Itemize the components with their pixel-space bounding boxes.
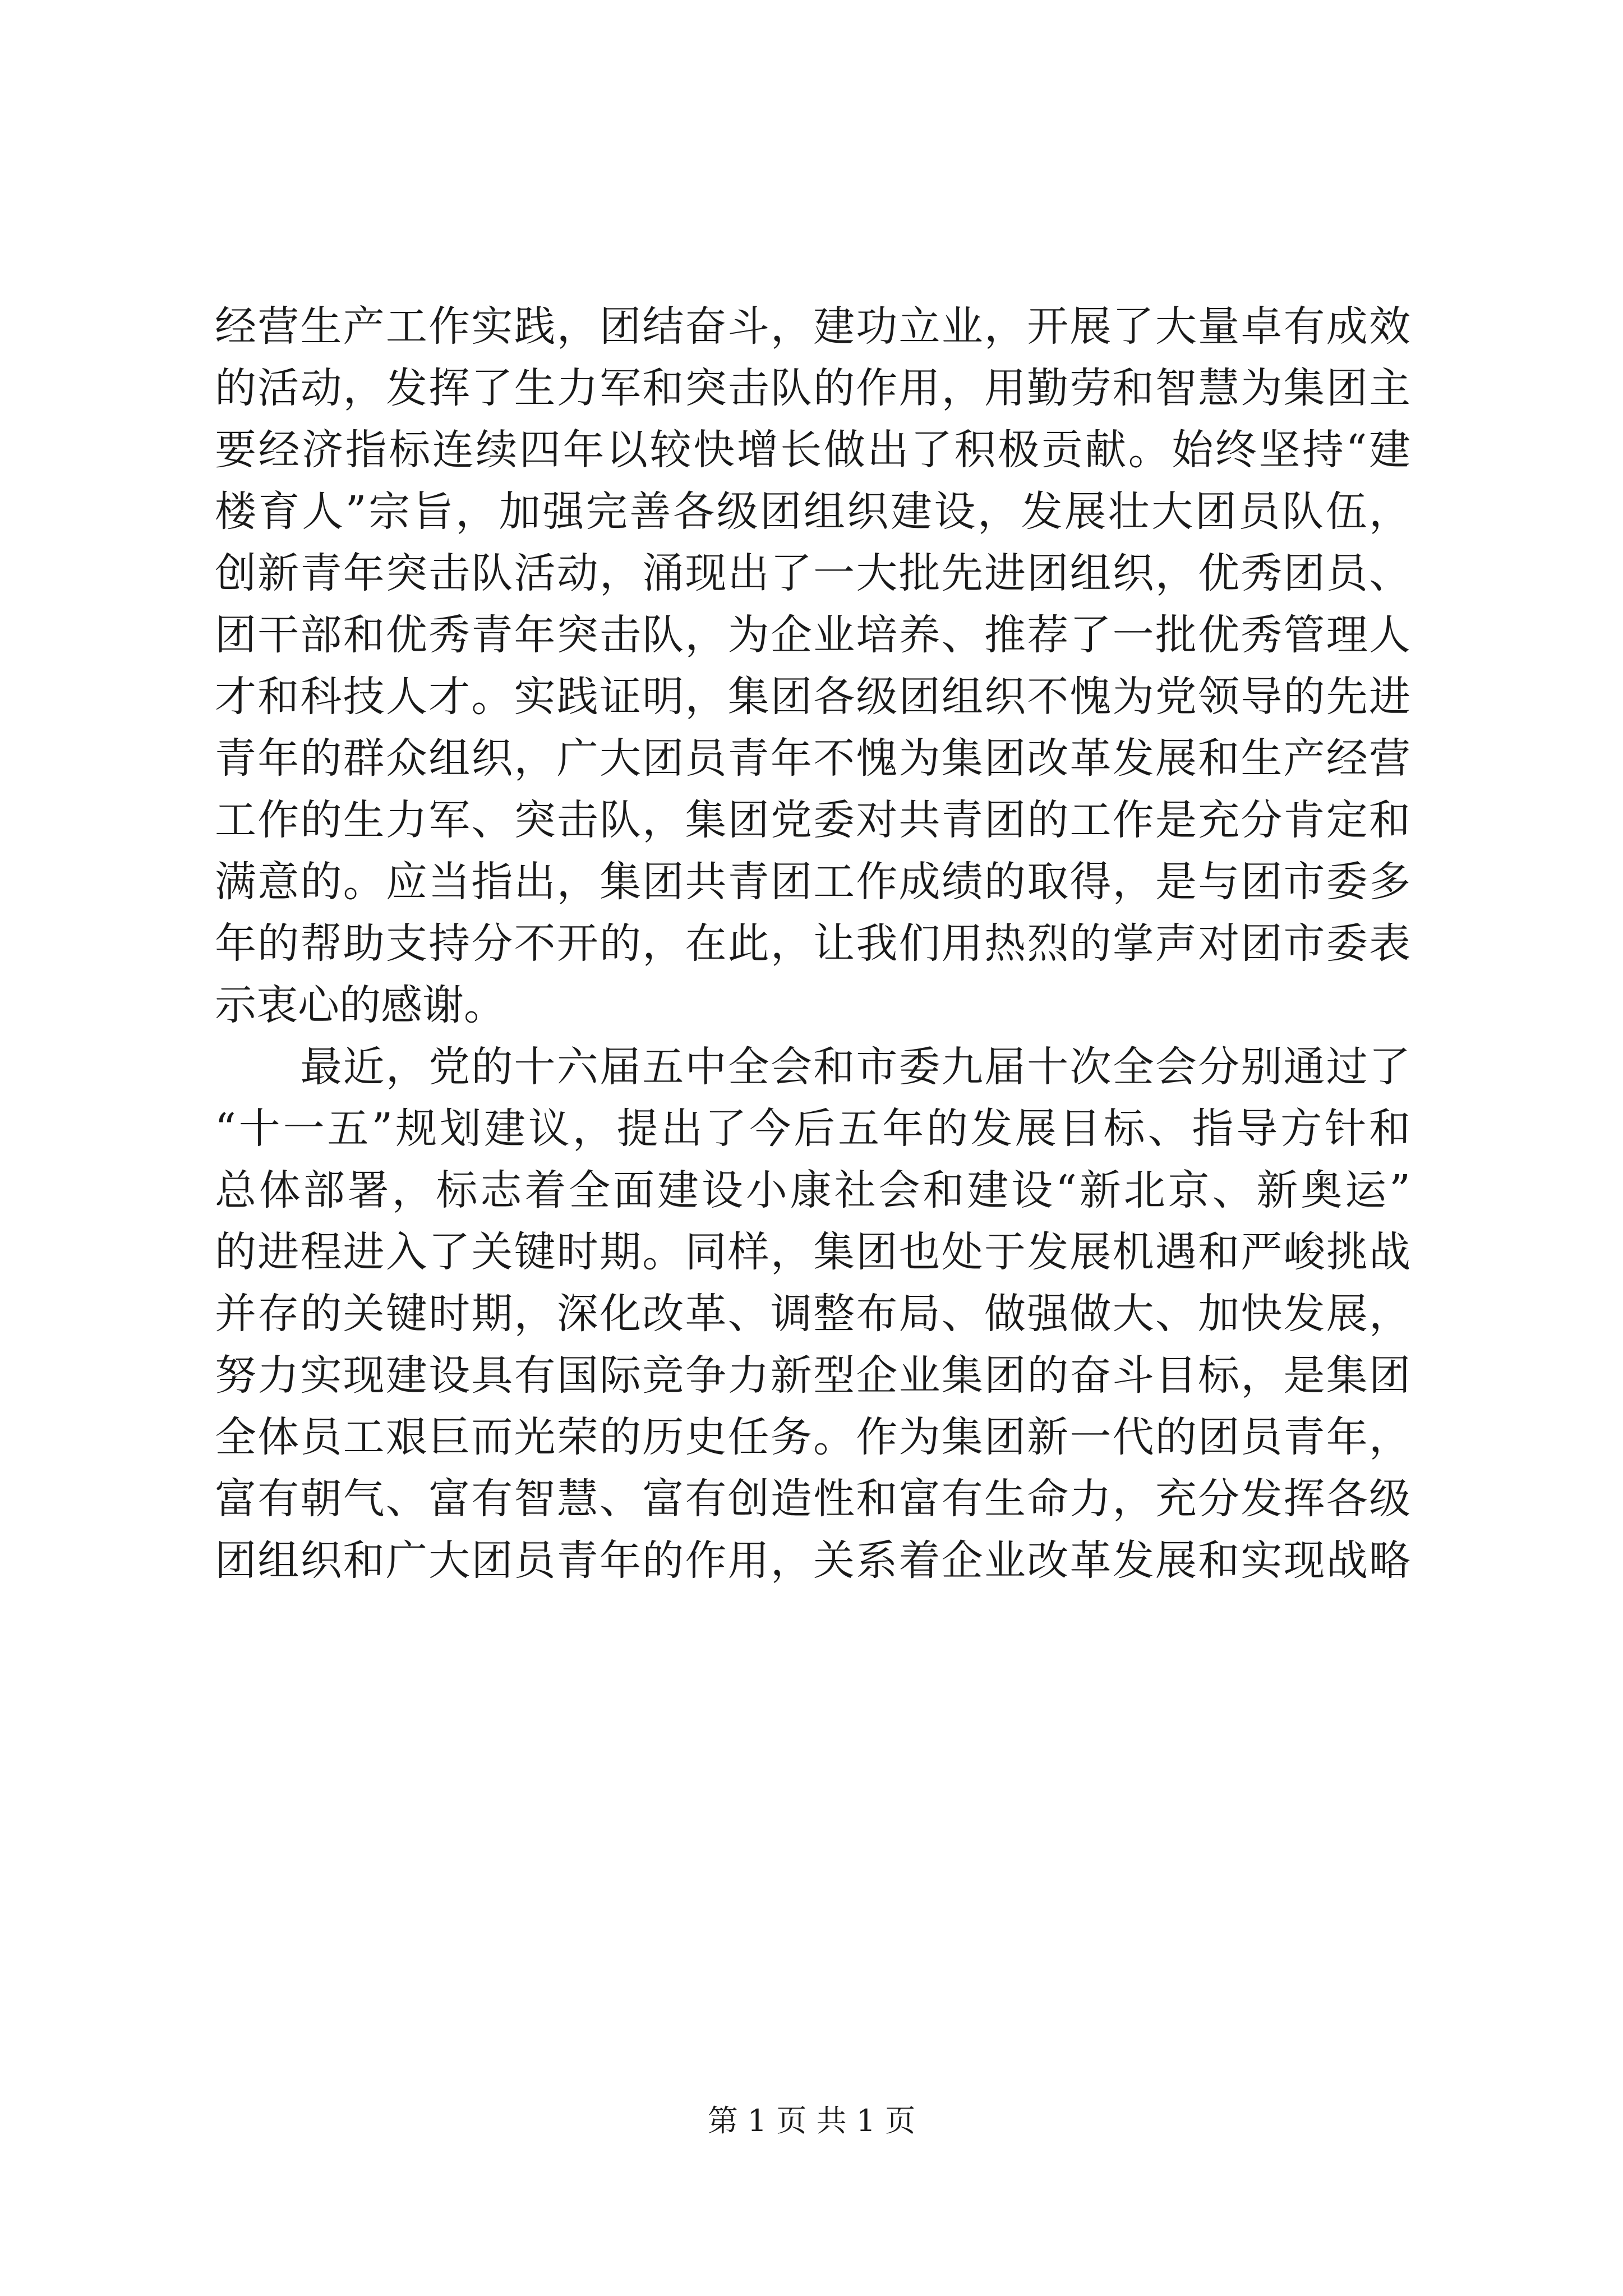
text-line: 要经济指标连续四年以较快增长做出了积极贡献。始终坚持“建 [215,426,1410,474]
text-line: 工作的生力军、突击队，集团党委对共青团的工作是充分肯定和 [215,796,1410,844]
text-line: 才和科技人才。实践证明，集团各级团组织不愧为党领导的先进 [215,673,1410,721]
paragraph-1 [215,296,1410,1036]
text-line: 总体部署，标志着全面建设小康社会和建设“新北京、新奥运” [215,1166,1410,1214]
text-line: 满意的。应当指出，集团共青团工作成绩的取得，是与团市委多 [215,858,1410,906]
text-line: 努力实现建设具有国际竞争力新型企业集团的奋斗目标，是集团 [215,1351,1410,1400]
text-line: 团组织和广大团员青年的作用，关系着企业改革发展和实现战略 [215,1536,1410,1585]
page-footer [0,2101,1623,2141]
text-line: 团干部和优秀青年突击队，为企业培养、推荐了一批优秀管理人 [215,611,1410,659]
text-line: 最近，党的十六届五中全会和市委九届十次全会分别通过了 [215,1043,1410,1091]
paragraph-2 [215,1036,1410,1591]
text-line: 创新青年突击队活动，涌现出了一大批先进团组织，优秀团员、 [215,549,1410,597]
text-line: “十一五”规划建议，提出了今后五年的发展目标、指导方针和 [215,1105,1410,1153]
text-line: 示衷心的感谢。 [215,981,505,1029]
text-line: 并存的关键时期，深化改革、调整布局、做强做大、加快发展， [215,1290,1410,1338]
text-line: 全体员工艰巨而光荣的历史任务。作为集团新一代的团员青年， [215,1413,1410,1461]
page-number: 第 1 页 共 1 页 [707,2103,916,2138]
text-line: 富有朝气、富有智慧、富有创造性和富有生命力，充分发挥各级 [215,1475,1410,1523]
text-line: 年的帮助支持分不开的，在此，让我们用热烈的掌声对团市委表 [215,919,1410,968]
text-line: 青年的群众组织，广大团员青年不愧为集团改革发展和生产经营 [215,734,1410,783]
text-line: 经营生产工作实践，团结奋斗，建功立业，开展了大量卓有成效 [215,302,1410,351]
text-line: 楼育人”宗旨，加强完善各级团组织建设，发展壮大团员队伍， [215,487,1410,536]
text-line: 的活动，发挥了生力军和突击队的作用，用勤劳和智慧为集团主 [215,364,1410,412]
document-body [215,296,1410,1591]
text-line: 的进程进入了关键时期。同样，集团也处于发展机遇和严峻挑战 [215,1228,1410,1276]
